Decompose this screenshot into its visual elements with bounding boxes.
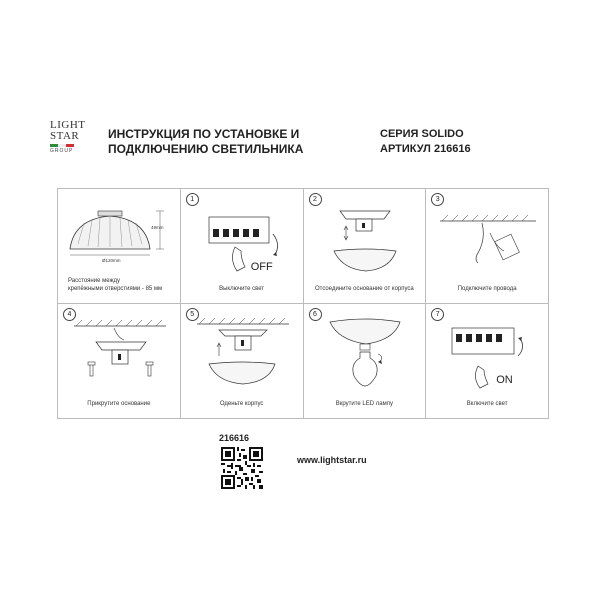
- step-3-caption: Подключите провода: [457, 286, 517, 292]
- title-line2: ПОДКЛЮЧЕНИЮ СВЕТИЛЬНИКА: [108, 142, 304, 156]
- panel0-caption: [68, 277, 180, 293]
- instruction-grid: [57, 188, 549, 419]
- title-line1: ИНСТРУКЦИЯ ПО УСТАНОВКЕ И: [108, 127, 300, 141]
- step-number: 3: [431, 193, 444, 206]
- product-code: 216616: [219, 433, 250, 443]
- step-1-panel: [181, 189, 304, 304]
- diameter-label: Ø120mm: [102, 258, 121, 263]
- step-5-caption: Оденьте корпус: [219, 401, 264, 407]
- dimensions-panel: [58, 189, 181, 304]
- logo-line2: STAR: [50, 130, 80, 142]
- step-7-caption: Включите свет: [466, 401, 508, 407]
- step-number: 4: [63, 308, 76, 321]
- step-6-panel: [304, 304, 427, 419]
- page-title: [108, 127, 338, 157]
- on-label: ON: [496, 374, 513, 386]
- step-6-caption: Вкрутите LED лампу: [335, 401, 393, 407]
- step-number: 2: [309, 193, 322, 206]
- step-7-panel: [426, 304, 549, 419]
- logo-line1: LIGHT: [50, 119, 86, 131]
- website-link[interactable]: www.lightstar.ru: [297, 455, 367, 465]
- article-label: АРТИКУЛ 216616: [380, 143, 471, 155]
- step-number: 6: [309, 308, 322, 321]
- series-label: СЕРИЯ SOLIDO: [380, 128, 464, 140]
- step-4-panel: [58, 304, 181, 419]
- step-1-caption: Выключите свет: [219, 286, 265, 292]
- caption-line1: Расстояние между: [68, 278, 120, 284]
- step-number: 5: [186, 308, 199, 321]
- step-number: 7: [431, 308, 444, 321]
- caption-line2: крепёжными отверстиями - 85 мм: [68, 286, 163, 292]
- italian-flag-icon: [50, 144, 74, 147]
- step-number: 1: [186, 193, 199, 206]
- step-5-panel: [181, 304, 304, 419]
- step-3-panel: [426, 189, 549, 304]
- brand-logo: [50, 120, 96, 166]
- height-label: 49mm: [151, 225, 164, 230]
- step-2-panel: [304, 189, 427, 304]
- step-2-caption: Отсоедините основание от корпуса: [314, 286, 414, 292]
- qr-code-icon[interactable]: [221, 447, 263, 489]
- step-4-caption: Прикрутите основание: [87, 401, 151, 407]
- logo-line3: GROUP: [50, 148, 74, 154]
- off-label: OFF: [250, 261, 273, 273]
- product-info: [380, 127, 471, 157]
